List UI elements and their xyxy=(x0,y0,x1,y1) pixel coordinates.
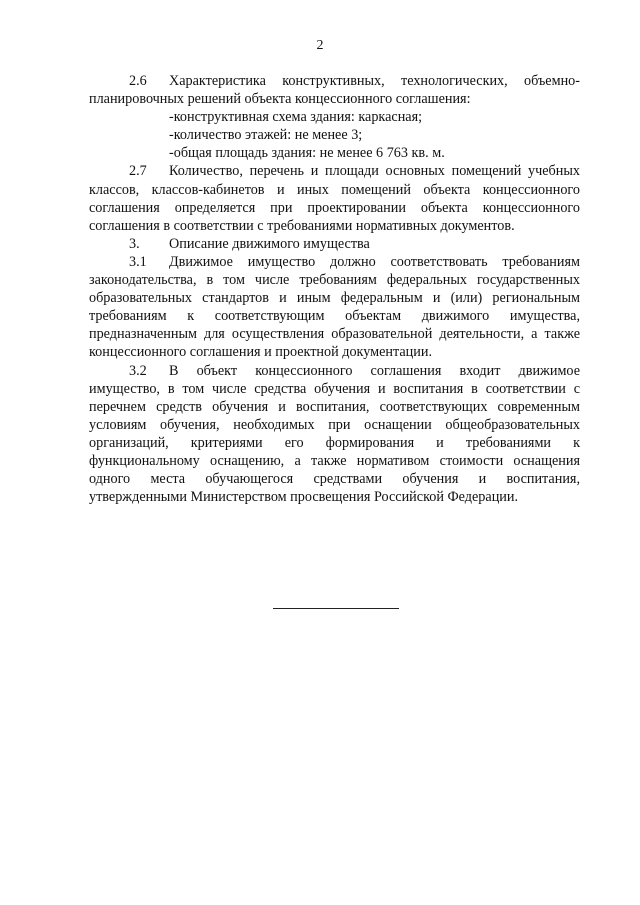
section-heading: Описание движимого имущества xyxy=(169,235,370,252)
section-text: Характеристика конструктивных, технологических, объемно-планировочных решений объекта концессионного соглашения: xyxy=(89,73,580,108)
list-item: -общая площадь здания: не менее 6 763 кв. м. xyxy=(169,145,445,162)
end-rule xyxy=(273,608,399,609)
list-item: -конструктивная схема здания: каркасная; xyxy=(169,109,423,126)
page-number: 2 xyxy=(316,38,324,53)
section-3-2 xyxy=(89,362,580,507)
document-body xyxy=(89,72,580,506)
section-number: 2.6 xyxy=(129,73,147,89)
section-2-7 xyxy=(89,162,580,234)
section-number: 3.2 xyxy=(129,362,147,379)
section-number: 3. xyxy=(129,235,140,252)
section-text: В объект концессионного соглашения входит движимое имущество, в том числе средства обучения и воспитания в соответствии с перечнем средств обучения и воспитания, соответствующих современным условиям обучения, необходимых при оснащении общеобразовательных организаций, критериями его формирования и требованиями к функциональному оснащению, а также нормативом стоимости оснащения одного места обучающегося средствами обучения и воспитания, утвержденными Министерством просвещения Российской Федерации. xyxy=(89,362,580,506)
list-item: -количество этажей: не менее 3; xyxy=(169,127,363,144)
section-text: Движимое имущество должно соответствовать требованиям законодательства, в том числе требованиям федеральных государственных образовательных стандартов и иным федеральным и (или) региональным требованиям к соответствующим объектам движимого имущества, предназначенным для осуществления образовательной деятельности, а также концессионного соглашения и проектной документации. xyxy=(89,253,580,361)
section-number: 2.7 xyxy=(129,163,147,180)
section-3-1 xyxy=(89,253,580,362)
section-3-heading xyxy=(89,235,580,253)
section-text: Количество, перечень и площади основных помещений учебных классов, классов-кабинетов и иных помещений объекта концессионного соглашения определяется при проектировании объекта концессионного соглашения в соответствии с требованиями нормативных документов. xyxy=(89,163,580,234)
section-2-6 xyxy=(89,72,580,108)
section-number: 3.1 xyxy=(129,253,147,270)
